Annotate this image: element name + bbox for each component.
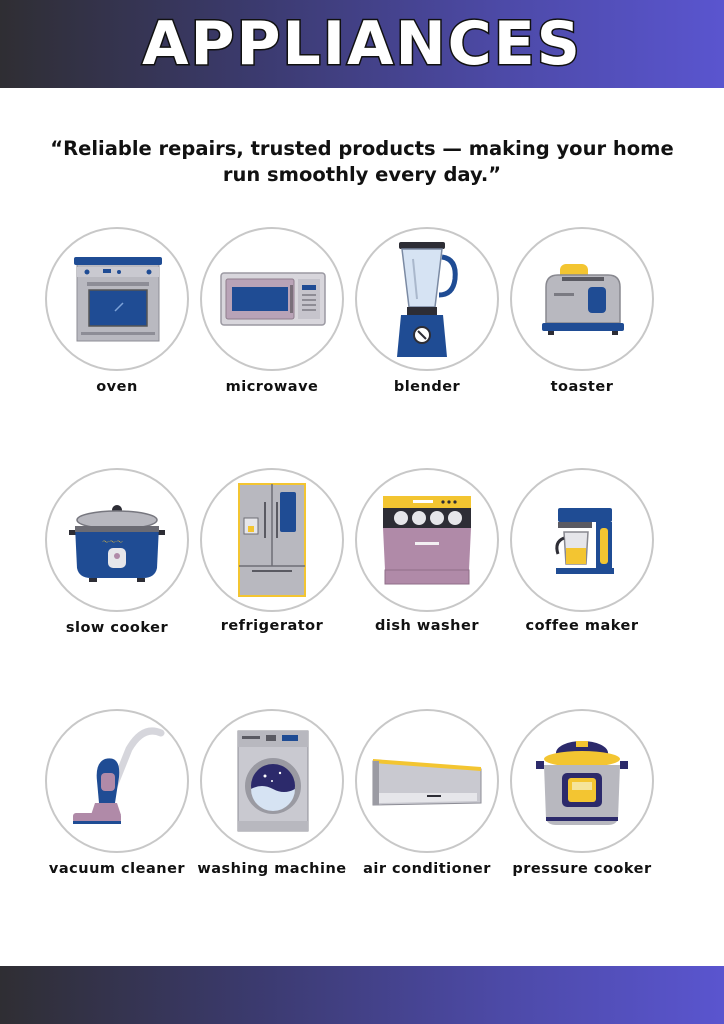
page-title: APPLIANCES (142, 9, 582, 79)
dish-washer-icon (357, 470, 497, 610)
appliance-circle (510, 709, 654, 853)
appliance-circle (200, 468, 344, 612)
blender-icon (357, 229, 497, 369)
appliance-label: microwave (225, 379, 319, 395)
appliance-circle (510, 227, 654, 371)
appliance-label: pressure cooker (512, 861, 652, 877)
toaster-icon (512, 229, 652, 369)
appliance-circle (45, 227, 189, 371)
vacuum-cleaner-icon (47, 711, 187, 851)
refrigerator-icon (202, 470, 342, 610)
appliance-label: refrigerator (220, 618, 324, 634)
air-conditioner-icon (357, 711, 497, 851)
microwave-icon (202, 229, 342, 369)
appliance-circle (45, 468, 189, 612)
appliance-label: washing machine (197, 861, 347, 877)
oven-icon (47, 229, 187, 369)
pressure-cooker-icon (512, 711, 652, 851)
svg-text:～～～: ～～～ (102, 538, 123, 546)
appliance-circle (200, 227, 344, 371)
appliance-label: air conditioner (363, 861, 491, 877)
slow-cooker-icon (47, 470, 187, 610)
appliance-label: vacuum cleaner (48, 861, 186, 877)
washing-machine-icon (202, 711, 342, 851)
bottom-banner (0, 966, 724, 1024)
appliance-label: oven (96, 379, 138, 395)
coffee-maker-icon (512, 470, 652, 610)
appliance-label: coffee maker (525, 618, 639, 634)
appliance-label: blender (393, 379, 461, 395)
appliance-circle (355, 709, 499, 853)
appliance-circle (200, 709, 344, 853)
top-banner (0, 0, 724, 88)
appliance-circle (510, 468, 654, 612)
appliance-label: slow cooker (65, 620, 169, 636)
appliance-circle (355, 227, 499, 371)
appliance-label: toaster (550, 379, 614, 395)
appliance-label: dish washer (375, 618, 479, 634)
tagline: “Reliable repairs, trusted products — making your home run smoothly every day.” (50, 137, 674, 186)
appliance-circle (45, 709, 189, 853)
appliance-circle (355, 468, 499, 612)
